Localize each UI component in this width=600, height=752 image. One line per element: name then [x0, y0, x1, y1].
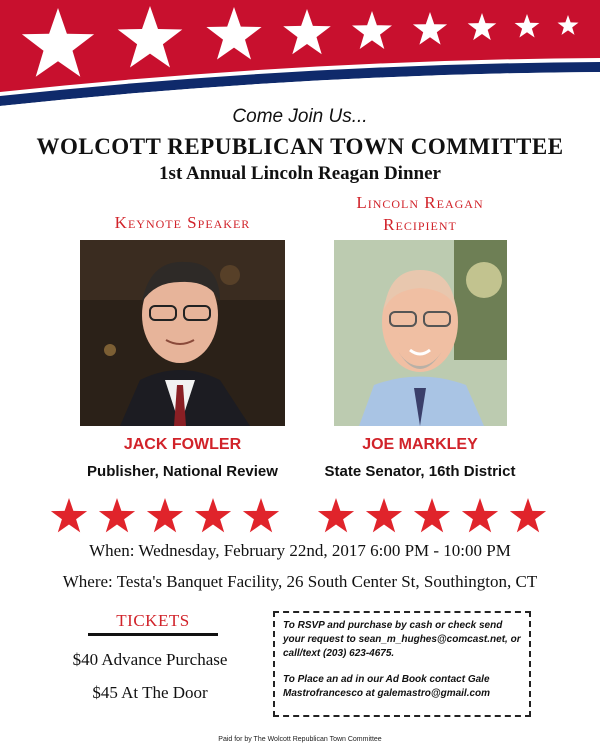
star-icon: [51, 498, 87, 532]
advance-price: $40 Advance Purchase: [72, 650, 228, 669]
star-icon: [99, 498, 135, 532]
star-icon: [147, 498, 183, 532]
star-icon: [195, 498, 231, 532]
recipient-role-line2: Recipient: [383, 215, 457, 234]
rsvp-instructions: To RSVP and purchase by cash or check send your request to sean_m_hughes@comcast.net, or call/text (203) 623-4675.: [283, 620, 521, 659]
intro-text: Come Join Us...: [232, 106, 368, 127]
ad-book-instructions: To Place an ad in our Ad Book contact Gale Mastrofrancesco at galemastro@gmail.com: [283, 674, 491, 699]
star-icon: [462, 498, 498, 532]
banner-stars: [0, 0, 600, 100]
recipient-role-label: [315, 192, 525, 236]
divider-stars-right: [312, 498, 552, 534]
star-icon: [515, 14, 540, 38]
star-icon: [366, 498, 402, 532]
star-icon: [510, 498, 546, 532]
star-icon: [118, 6, 183, 68]
keynote-speaker-photo: [80, 240, 285, 426]
divider-stars-left: [45, 498, 285, 534]
keynote-role-label: Keynote Speaker: [114, 213, 251, 232]
star-icon: [318, 498, 354, 532]
star-icon: [243, 498, 279, 532]
event-when: When: Wednesday, February 22nd, 2017 6:00 PM - 10:00 PM: [89, 541, 511, 560]
star-icon: [283, 9, 331, 54]
recipient-title: State Senator, 16th District: [324, 463, 516, 480]
event-title: 1st Annual Lincoln Reagan Dinner: [159, 163, 441, 184]
door-price: $45 At The Door: [92, 683, 208, 702]
recipient-photo: [334, 240, 507, 426]
keynote-speaker-name: JACK FOWLER: [123, 436, 242, 453]
keynote-speaker-title: Publisher, National Review: [87, 463, 278, 480]
star-icon: [558, 15, 579, 35]
star-icon: [414, 498, 450, 532]
organization-title: WOLCOTT REPUBLICAN TOWN COMMITTEE: [36, 134, 564, 159]
tickets-heading: TICKETS: [88, 611, 218, 636]
star-icon: [206, 7, 261, 60]
star-icon: [352, 11, 392, 49]
recipient-role-line1: Lincoln Reagan: [356, 193, 484, 212]
star-icon: [413, 12, 447, 45]
event-where: Where: Testa's Banquet Facility, 26 South Center St, Southington, CT: [62, 572, 538, 591]
star-icon: [468, 13, 497, 40]
paid-for-disclaimer: Paid for by The Wolcott Republican Town Committee: [218, 736, 382, 743]
star-icon: [22, 8, 94, 77]
rsvp-box: [273, 611, 531, 717]
recipient-name: JOE MARKLEY: [362, 436, 478, 453]
